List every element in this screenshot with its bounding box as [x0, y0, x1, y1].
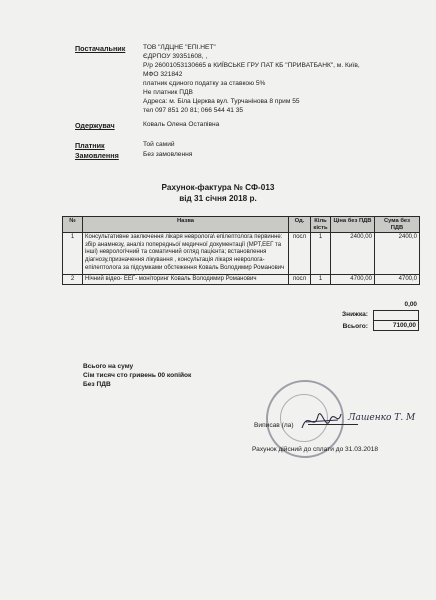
order-label: Замовлення — [75, 151, 119, 160]
table-row — [63, 233, 420, 275]
discount-label: Знижка: — [341, 311, 368, 318]
table-row — [63, 274, 420, 285]
payer-label: Платник — [75, 141, 105, 150]
supplier-edrpou: ЄДРПОУ 39351608, , — [143, 53, 208, 60]
row-unit: посл — [289, 274, 311, 285]
row-name: Консультативне заключення лікаря невролога\ епілептолога первинне: збір анамнезу, аналіз попередньої медичної документації (МРТ,ЕЕГ та інші) неврологічний та соматичний огляд пацієнта; встановлення діагнозу,призначення лікування , консультація лікаря невролога-епілептолога за підсумками обстеження Коваль Володимир Романович — [83, 233, 289, 275]
row-sum: 2400,0 — [375, 233, 420, 275]
items-table — [62, 216, 420, 285]
supplier-label: Постачальник — [75, 44, 126, 53]
payer-value: Той самий — [143, 141, 175, 148]
col-name-header: Назва — [83, 217, 289, 233]
summary-amount-words: Сім тисяч сто гривень 00 копійок — [83, 372, 192, 379]
recipient-value: Коваль Олена Остапівна — [143, 121, 220, 128]
supplier-vat-status: Не платник ПДВ — [143, 89, 193, 96]
supplier-tax-rate: платник єдиного податку за ставкою 5% — [143, 80, 266, 87]
col-qty-header: Кіль кість — [311, 217, 331, 233]
supplier-phone: тел 097 851 20 81; 066 544 41 35 — [143, 107, 244, 114]
col-price-header: Ціна без ПДВ — [331, 217, 375, 233]
order-value: Без замовлення — [143, 151, 193, 158]
blank-sum: 0,00 — [404, 301, 417, 308]
supplier-account: Р/р 26001053130665 в КИЇВСЬКЕ ГРУ ПАТ КБ "ПРИВАТБАНК", м. Київ, — [143, 62, 360, 69]
row-qty: 1 — [311, 274, 331, 285]
signature-line — [308, 424, 358, 425]
summary-line1: Всього на суму — [83, 363, 134, 370]
row-unit: посл — [289, 233, 311, 275]
summary-vat: Без ПДВ — [83, 381, 111, 388]
col-unit-header: Од. — [289, 217, 311, 233]
recipient-label: Одержувач — [75, 121, 115, 130]
row-name: Нічний відео- ЕЕГ- моніторинг Коваль Володимир Романович — [83, 274, 289, 285]
row-price: 2400,00 — [331, 233, 375, 275]
valid-until: Рахунок дійсний до сплати до 31.03.2018 — [252, 446, 379, 453]
col-sum-header: Сума без ПДВ — [375, 217, 420, 233]
issued-by-label: Виписав (ла) — [254, 422, 294, 429]
total-value: 7100,00 — [373, 320, 419, 331]
signature-name: Лашенко Т. М — [348, 413, 416, 423]
row-qty: 1 — [311, 233, 331, 275]
invoice-title: Рахунок-фактура № СФ-013 — [161, 183, 275, 192]
col-number-header: № — [63, 217, 83, 233]
discount-value — [373, 310, 419, 320]
total-label: Всього: — [342, 323, 368, 330]
row-sum: 4700,0 — [375, 274, 420, 285]
table-header-row — [63, 217, 420, 233]
invoice-date: від 31 січня 2018 р. — [179, 194, 257, 203]
supplier-mfo: МФО 321842 — [143, 71, 183, 78]
supplier-address: Адреса: м. Біла Церква вул. Турчанінова 8 прим 55 — [143, 98, 300, 105]
row-number: 1 — [63, 233, 83, 275]
supplier-name: ТОВ "ЛДЦНЕ "ЕПІ.НЕТ" — [143, 44, 216, 51]
row-price: 4700,00 — [331, 274, 375, 285]
row-number: 2 — [63, 274, 83, 285]
signature-scribble — [298, 402, 344, 436]
